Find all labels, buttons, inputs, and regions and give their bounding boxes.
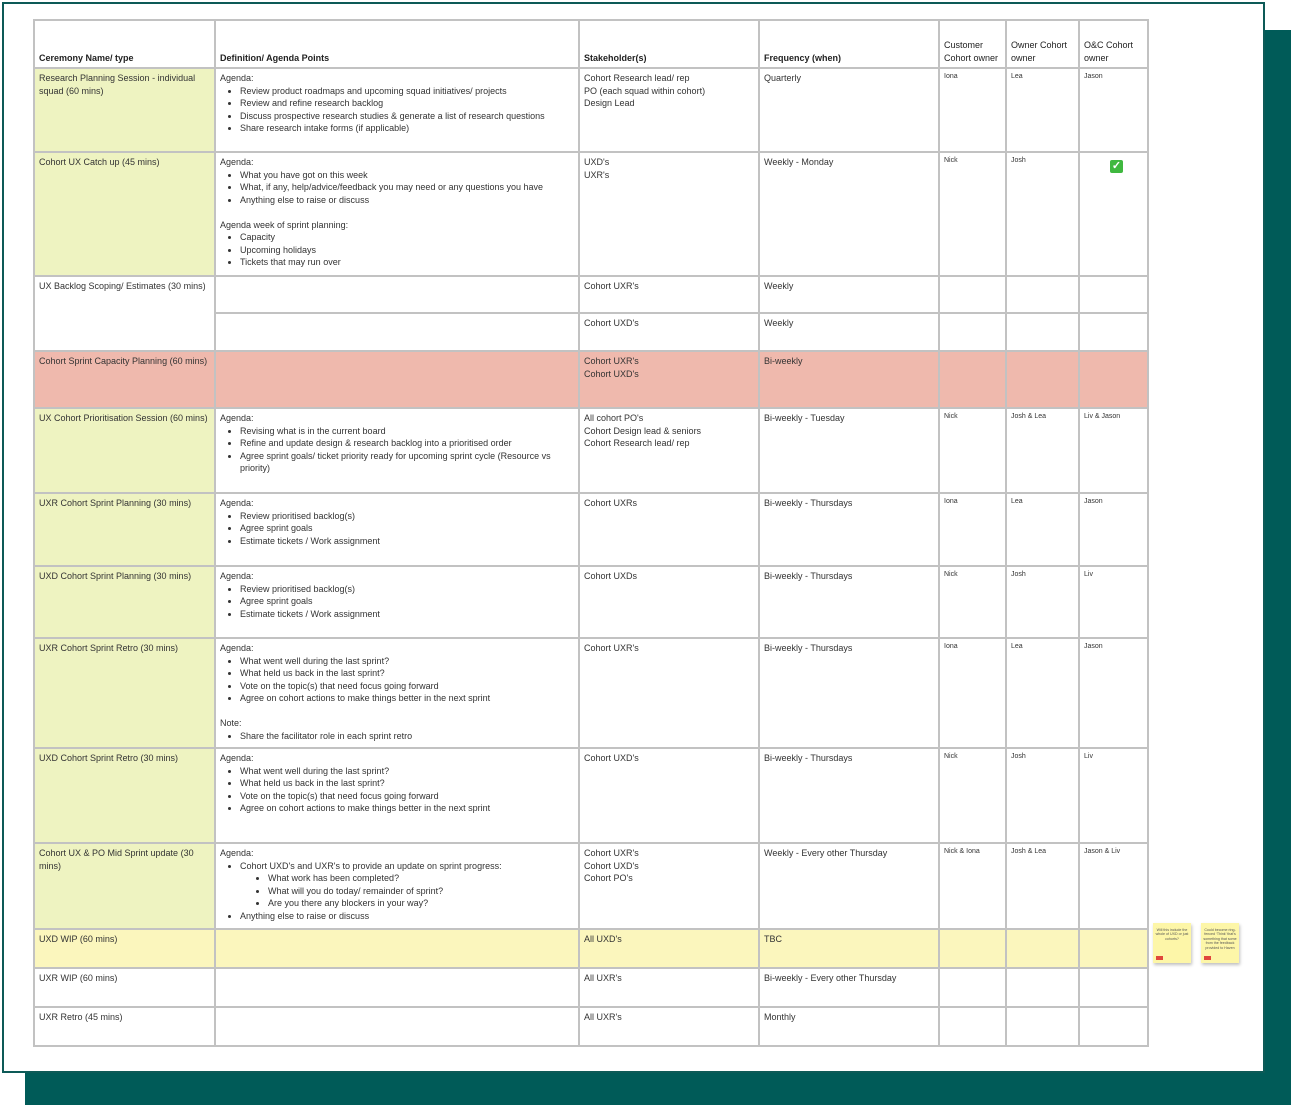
header-row [34,20,1148,68]
agenda-item: • Discuss prospective research studies & generate a list of research questions [240,110,574,123]
stakeholders-cell: All UXD's [579,929,759,968]
agenda-item: • Review prioritised backlog(s) [240,510,574,523]
agenda-cell [215,1007,579,1046]
agenda-cell [215,276,579,313]
table-row [34,638,1148,748]
table-row [34,843,1148,929]
agenda-cell [215,638,579,748]
stakeholders-cell: Cohort UXD's [579,748,759,843]
frequency-cell: Weekly [759,276,939,313]
owner-owner-cell: Josh [1006,748,1079,843]
oc-owner-cell: Liv [1079,748,1148,843]
agenda-item: • Review and refine research backlog [240,97,574,110]
check-mark-icon: ✓ [1111,160,1122,172]
agenda-item: • Share research intake forms (if applicable) [240,122,574,135]
ceremony-name: UXD WIP (60 mins) [34,929,215,968]
owner-owner-cell: Lea [1006,638,1079,748]
customer-owner-cell: Iona [939,493,1006,566]
ceremony-name: UXD Cohort Sprint Planning (30 mins) [34,566,215,638]
table-row [34,929,1148,968]
agenda-sub-item: • What will you do today/ remainder of sprint? [268,885,574,898]
oc-owner-cell [1079,351,1148,408]
agenda-title: Agenda week of sprint planning: [220,219,349,230]
agenda-item: • What you have got on this week [240,169,574,182]
stakeholder: Cohort UXR's [584,848,639,858]
customer-owner-cell: Nick [939,566,1006,638]
agenda-title: Agenda: [220,753,254,763]
agenda-list [220,583,574,621]
owner-owner-cell [1006,351,1079,408]
header-definition: Definition/ Agenda Points [215,20,579,68]
agenda-item-text: Cohort UXD's and UXR's to provide an update on sprint progress: [240,860,502,871]
owner-owner-cell: Josh [1006,566,1079,638]
frequency-cell: Weekly - Monday [759,152,939,276]
agenda-cell [215,313,579,351]
agenda-cell [215,351,579,408]
table-row [34,1007,1148,1046]
oc-owner-cell [1079,313,1148,351]
stakeholder: UXR's [584,169,610,180]
agenda-cell [215,493,579,566]
frequency-cell: Quarterly [759,68,939,152]
owner-owner-cell [1006,968,1079,1007]
agenda-item: • What held us back in the last sprint? [240,667,574,680]
oc-owner-cell [1079,1007,1148,1046]
frequency-cell: Bi-weekly - Every other Thursday [759,968,939,1007]
agenda-item: • Estimate tickets / Work assignment [240,535,574,548]
header-frequency: Frequency (when) [759,20,939,68]
customer-owner-cell [939,276,1006,313]
stakeholder: UXD's [584,157,610,167]
owner-owner-cell [1006,313,1079,351]
agenda-item: • Refine and update design & research backlog into a prioritised order [240,437,574,450]
sticky-note-tag [1156,956,1163,960]
oc-owner-cell [1079,152,1148,276]
agenda-title: Agenda: [220,498,254,508]
agenda-item: • What went well during the last sprint? [240,765,574,778]
note-title: Note: [220,718,242,728]
ceremony-table [33,19,1149,1047]
agenda-cell [215,748,579,843]
owner-owner-cell: Josh & Lea [1006,408,1079,493]
frequency-cell: Weekly [759,313,939,351]
stakeholders-cell: All UXR's [579,968,759,1007]
table-row [34,566,1148,638]
ceremony-name: UXR Cohort Sprint Planning (30 mins) [34,493,215,566]
owner-owner-cell [1006,1007,1079,1046]
stakeholders-cell [579,68,759,152]
stakeholder: Cohort UXD's [584,860,639,871]
sticky-note-text: Will this include the whole of UXD or just cohorts? [1155,928,1189,941]
table-row [34,68,1148,152]
ceremony-name: Cohort Sprint Capacity Planning (60 mins) [34,351,215,408]
frequency-cell: Bi-weekly - Thursdays [759,638,939,748]
table-row [34,493,1148,566]
agenda-cell [215,843,579,929]
agenda-item: • Tickets that may run over [240,256,574,269]
stakeholder: Cohort UXD's [584,368,639,379]
ceremony-name: Cohort UX & PO Mid Sprint update (30 mins) [34,843,215,929]
stakeholders-cell: Cohort UXD's [579,313,759,351]
stakeholders-cell [579,408,759,493]
agenda-list [220,765,574,815]
customer-owner-cell: Nick [939,748,1006,843]
stakeholders-cell: Cohort UXR's [579,276,759,313]
note-item: • Share the facilitator role in each sprint retro [240,730,574,743]
stakeholder: All cohort PO's [584,413,644,423]
agenda-cell [215,566,579,638]
agenda-list [220,510,574,548]
agenda-title: Agenda: [220,73,254,83]
frequency-cell: Bi-weekly - Thursdays [759,493,939,566]
customer-owner-cell [939,929,1006,968]
stakeholders-cell: Cohort UXDs [579,566,759,638]
table-row [34,152,1148,276]
agenda-list [220,169,574,207]
sticky-note[interactable] [1153,923,1191,963]
table-row [34,748,1148,843]
agenda-list [220,860,574,923]
customer-owner-cell [939,968,1006,1007]
agenda-cell [215,152,579,276]
agenda-cell [215,408,579,493]
agenda-item: • Agree sprint goals [240,595,574,608]
frequency-cell: Bi-weekly - Tuesday [759,408,939,493]
sticky-note-text: Could become ring-fenced ‘Think’ that's something that some from the feedback provided to Haven [1203,928,1237,950]
agenda-list [220,231,574,269]
agenda-item: • Revising what is in the current board [240,425,574,438]
header-ceremony-name: Ceremony Name/ type [34,20,215,68]
ceremony-name: UXR Retro (45 mins) [34,1007,215,1046]
ceremony-name: UX Cohort Prioritisation Session (60 mins) [34,408,215,493]
frequency-cell: Bi-weekly - Thursdays [759,566,939,638]
agenda-sub-list [240,872,574,910]
oc-owner-cell [1079,276,1148,313]
agenda-item: • Vote on the topic(s) that need focus going forward [240,680,574,693]
customer-owner-cell [939,351,1006,408]
table-row [34,351,1148,408]
agenda-item: • Upcoming holidays [240,244,574,257]
ceremony-name: UXR WIP (60 mins) [34,968,215,1007]
agenda-cell [215,929,579,968]
oc-owner-cell [1079,968,1148,1007]
agenda-item: • What held us back in the last sprint? [240,777,574,790]
customer-owner-cell: Nick & Iona [939,843,1006,929]
header-owner-owner: Owner Cohort owner [1006,20,1079,68]
sticky-note[interactable] [1201,923,1239,963]
agenda-sub-item: • Are you there any blockers in your way? [268,897,574,910]
customer-owner-cell: Nick [939,152,1006,276]
agenda-cell [215,68,579,152]
oc-owner-cell [1079,929,1148,968]
owner-owner-cell: Josh [1006,152,1079,276]
stakeholder: Cohort Research lead/ rep [584,438,690,448]
stakeholders-cell [579,351,759,408]
oc-owner-cell: Jason [1079,493,1148,566]
stakeholder: Cohort Research lead/ rep [584,73,690,83]
frequency-cell: Bi-weekly [759,351,939,408]
owner-owner-cell: Lea [1006,493,1079,566]
ceremony-name: Cohort UX Catch up (45 mins) [34,152,215,276]
stakeholders-cell: Cohort UXRs [579,493,759,566]
sticky-note-tag [1204,956,1211,960]
header-oc-owner: O&C Cohort owner [1079,20,1148,68]
owner-owner-cell: Josh & Lea [1006,843,1079,929]
stakeholders-cell: Cohort UXR's [579,638,759,748]
ceremony-name: UXD Cohort Sprint Retro (30 mins) [34,748,215,843]
agenda-item [240,860,574,910]
frequency-cell: Monthly [759,1007,939,1046]
agenda-title: Agenda: [220,413,254,423]
oc-owner-cell: Jason [1079,68,1148,152]
agenda-item: • Review prioritised backlog(s) [240,583,574,596]
stakeholders-cell [579,152,759,276]
customer-owner-cell [939,313,1006,351]
stakeholder: Cohort Design lead & seniors [584,425,702,436]
table-row [34,408,1148,493]
agenda-sub-item: • What work has been completed? [268,872,574,885]
agenda-item: • Estimate tickets / Work assignment [240,608,574,621]
table-row [34,276,1148,313]
agenda-item: • Anything else to raise or discuss [240,194,574,207]
agenda-item: • Agree on cohort actions to make things better in the next sprint [240,802,574,815]
oc-owner-cell: Jason & Liv [1079,843,1148,929]
agenda-title: Agenda: [220,643,254,653]
customer-owner-cell [939,1007,1006,1046]
owner-owner-cell [1006,929,1079,968]
stakeholders-cell: All UXR's [579,1007,759,1046]
oc-owner-cell: Jason [1079,638,1148,748]
table-row [34,968,1148,1007]
customer-owner-cell: Nick [939,408,1006,493]
header-customer-owner: Customer Cohort owner [939,20,1006,68]
agenda-title: Agenda: [220,571,254,581]
agenda-item: • What went well during the last sprint? [240,655,574,668]
oc-owner-cell: Liv & Jason [1079,408,1148,493]
agenda-item: • Agree on cohort actions to make things better in the next sprint [240,692,574,705]
note-list [220,730,574,743]
agenda-title: Agenda: [220,848,254,858]
customer-owner-cell: Iona [939,68,1006,152]
oc-owner-cell: Liv [1079,566,1148,638]
owner-owner-cell: Lea [1006,68,1079,152]
frequency-cell: Bi-weekly - Thursdays [759,748,939,843]
agenda-item: • Agree sprint goals/ ticket priority ready for upcoming sprint cycle (Resource vs priority) [240,450,574,475]
stakeholder: Cohort PO's [584,873,633,883]
agenda-item: • What, if any, help/advice/feedback you may need or any questions you have [240,181,574,194]
agenda-item: • Capacity [240,231,574,244]
ceremony-name: UXR Cohort Sprint Retro (30 mins) [34,638,215,748]
agenda-item: • Anything else to raise or discuss [240,910,574,923]
agenda-list [220,85,574,135]
stakeholders-cell [579,843,759,929]
header-stakeholders: Stakeholder(s) [579,20,759,68]
customer-owner-cell: Iona [939,638,1006,748]
owner-owner-cell [1006,276,1079,313]
agenda-list [220,655,574,705]
ceremony-name: UX Backlog Scoping/ Estimates (30 mins) [34,276,215,351]
stakeholder: Design Lead [584,98,635,108]
frequency-cell: TBC [759,929,939,968]
ceremony-name: Research Planning Session - individual squad (60 mins) [34,68,215,152]
frequency-cell: Weekly - Every other Thursday [759,843,939,929]
stakeholder: Cohort UXR's [584,356,639,366]
agenda-list [220,425,574,475]
agenda-cell [215,968,579,1007]
agenda-item: • Review product roadmaps and upcoming squad initiatives/ projects [240,85,574,98]
stakeholder: PO (each squad within cohort) [584,85,706,96]
agenda-title: Agenda: [220,157,254,167]
agenda-item: • Agree sprint goals [240,522,574,535]
agenda-item: • Vote on the topic(s) that need focus going forward [240,790,574,803]
